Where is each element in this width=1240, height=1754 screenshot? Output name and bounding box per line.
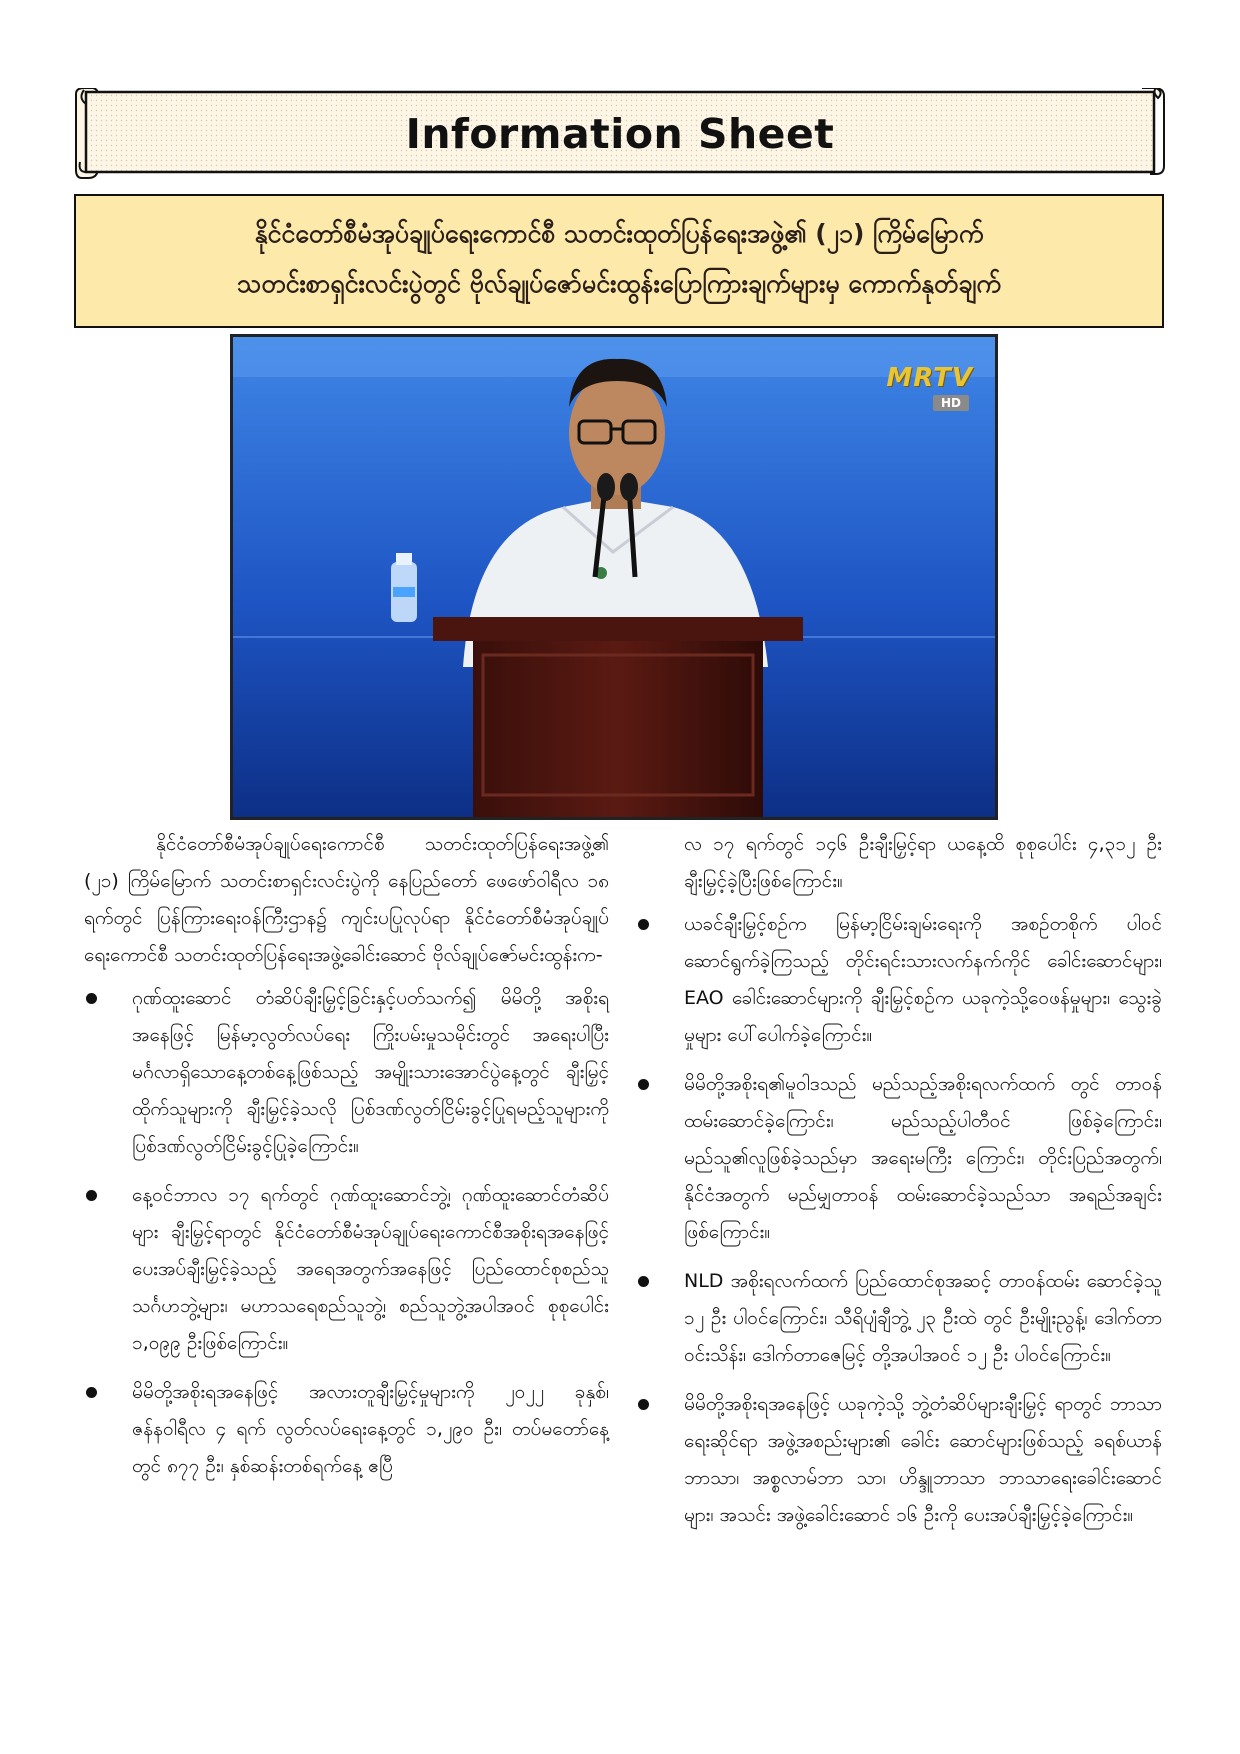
headline-line-1: နိုင်ငံတော်စီမံအုပ်ချုပ်ရေးကောင်စီ သတင်းထုတ်ပြန်ရေးအဖွဲ့၏ (၂၁) ကြိမ်မြောက်: [254, 219, 984, 248]
list-item-text: NLD အစိုးရလက်ထက် ပြည်ထောင်စုအဆင့် တာဝန်ထမ်း ဆောင်ခဲ့သူ ၁၂ ဦး ပါဝင်ကြောင်း၊ သီရိပျံချီဘွဲ့ ၂၃ ဦးထဲ တွင် ဦးမျိုးညွန့်၊ ဒေါက်တာဝင်းသိန်း၊ ဒေါက်တာဇေမြင့် တို့အပါအဝင် ၁၂ ဦး ပါဝင်ကြောင်း။: [684, 1270, 1162, 1366]
headline-box: [74, 194, 1164, 328]
title-banner: [74, 88, 1166, 180]
bullet-icon: [86, 1190, 97, 1201]
hd-badge: HD: [933, 395, 969, 411]
list-item-text: ယခင်ချီးမြှင့်စဉ်က မြန်မာ့ငြိမ်းချမ်းရေးကို အစဉ်တစိုက် ပါဝင်ဆောင်ရွက်ခဲ့ကြသည့် တိုင်းရင်းသားလက်နက်ကိုင် ခေါင်းဆောင်များ၊ EAO ခေါင်းဆောင်များကို ချီးမြှင့်စဉ်က ယခုကဲ့သို့ဝေဖန်မှုများ၊ သွေးခွဲမှုများ ပေါ်ပေါက်ခဲ့ကြောင်း။: [684, 913, 1162, 1046]
article-left-column: [84, 826, 609, 1497]
page-title: Information Sheet: [405, 110, 835, 158]
bullet-icon: [638, 1276, 649, 1287]
list-item: [636, 1386, 1162, 1534]
speaker-photo: [230, 334, 998, 820]
list-item: [636, 1263, 1162, 1374]
list-item-text: မိမိတို့အစိုးရ၏မူဝါဒသည် မည်သည့်အစိုးရလက်ထက် တွင် တာဝန်ထမ်းဆောင်ခဲ့ကြောင်း၊ မည်သည့်ပါတီဝင် ဖြစ်ခဲ့ကြောင်း၊ မည်သူ၏လူဖြစ်ခဲ့သည်မှာ အရေးမကြီး ကြောင်း၊ တိုင်းပြည်အတွက်၊ နိုင်ငံအတွက် မည်မျှတာဝန် ထမ်းဆောင်ခဲ့သည်သာ အရည်အချင်းဖြစ်ကြောင်း။: [684, 1073, 1162, 1243]
article-right-column: [636, 826, 1162, 1546]
right-bullet-list: [636, 906, 1162, 1534]
list-item: [84, 980, 609, 1165]
list-item: [636, 906, 1162, 1054]
bullet-icon: [638, 1399, 649, 1410]
list-item: [84, 1374, 609, 1485]
continuation-paragraph: လ ၁၇ ရက်တွင် ၁၄၆ ဦးချီးမြှင့်ရာ ယနေ့ထိ စုစုပေါင်း ၄,၃၁၂ ဦး ချီးမြှင့်ခဲ့ပြီးဖြစ်ကြောင်း။: [684, 833, 1162, 892]
bullet-icon: [86, 993, 97, 1004]
channel-logo: MRTV: [886, 363, 973, 393]
list-item-text: နေ့ဝင်ဘာလ ၁၇ ရက်တွင် ဂုဏ်ထူးဆောင်ဘွဲ့၊ ဂုဏ်ထူးဆောင်တံဆိပ်များ ချီးမြှင့်ရာတွင် နိုင်ငံတော်စီမံအုပ်ချုပ်ရေးကောင်စီအစိုးရအနေဖြင့် ပေးအပ်ချီးမြှင့်ခဲ့သည့် အရေအတွက်အနေဖြင့် ပြည်ထောင်စုစည်သူသင်္ဂဟဘွဲ့များ၊ မဟာသရေစည်သူဘွဲ့၊ စည်သူဘွဲ့အပါအဝင် စုစုပေါင်း ၁,၀၉၉ ဦးဖြစ်ကြောင်း။: [132, 1184, 609, 1354]
list-item: [84, 1177, 609, 1362]
bullet-icon: [638, 1079, 649, 1090]
list-item-text: ဂုဏ်ထူးဆောင် တံဆိပ်ချီးမြှင့်ခြင်းနှင့်ပတ်သက်၍ မိမိတို့ အစိုးရအနေဖြင့် မြန်မာ့လွတ်လပ်ရေး ကြိုးပမ်းမှုသမိုင်းတွင် အရေးပါပြီး မင်္ဂလာရှိသောနေ့တစ်နေ့ဖြစ်သည့် အမျိုးသားအောင်ပွဲနေ့တွင် ချီးမြှင့်ထိုက်သူများကို ချီးမြှင့်ခဲ့သလို ပြစ်ဒဏ်လွတ်ငြိမ်းခွင့်ပြုရမည့်သူများကို ပြစ်ဒဏ်လွတ်ငြိမ်းခွင့်ပြုခဲ့ကြောင်း။: [132, 987, 609, 1157]
list-item-text: မိမိတို့အစိုးရအနေဖြင့် အလားတူချီးမြှင့်မှုများကို ၂၀၂၂ ခုနှစ်၊ ဇန်နဝါရီလ ၄ ရက် လွတ်လပ်ရေးနေ့တွင် ၁,၂၉၀ ဦး၊ တပ်မတော်နေ့တွင် ၈၇၇ ဦး၊ နှစ်ဆန်းတစ်ရက်နေ့ ဧပြီ: [132, 1381, 609, 1477]
bullet-icon: [638, 919, 649, 930]
list-item-text: မိမိတို့အစိုးရအနေဖြင့် ယခုကဲ့သို့ ဘွဲ့တံဆိပ်များချီးမြှင့် ရာတွင် ဘာသာရေးဆိုင်ရာ အဖွဲ့အစည်းများ၏ ခေါင်း ဆောင်များဖြစ်သည့် ခရစ်ယာန်ဘာသာ၊ အစ္စလာမ်ဘာ သာ၊ ဟိန္ဒူဘာသာ ဘာသာရေးခေါင်းဆောင်များ၊ အသင်း အဖွဲ့ခေါင်းဆောင် ၁၆ ဦးကို ပေးအပ်ချီးမြှင့်ခဲ့ကြောင်း။: [684, 1393, 1162, 1526]
intro-paragraph: နိုင်ငံတော်စီမံအုပ်ချုပ်ရေးကောင်စီ သတင်းထုတ်ပြန်ရေးအဖွဲ့၏ (၂၁) ကြိမ်မြောက် သတင်းစာရှင်းလင်းပွဲကို နေပြည်တော် ဖေဖော်ဝါရီလ ၁၈ ရက်တွင် ပြန်ကြားရေးဝန်ကြီးဌာန၌ ကျင်းပပြုလုပ်ရာ နိုင်ငံတော်စီမံအုပ်ချုပ်ရေးကောင်စီ သတင်းထုတ်ပြန်ရေးအဖွဲ့ခေါင်းဆောင် ဗိုလ်ချုပ်ဇော်မင်းထွန်းက-: [84, 833, 609, 966]
list-item: [636, 1066, 1162, 1251]
headline-line-2: သတင်းစာရှင်းလင်းပွဲတွင် ဗိုလ်ချုပ်ဇော်မင်းထွန်းပြောကြားချက်များမှ ကောက်နုတ်ချက်: [237, 269, 1001, 298]
speaker-illustration: [233, 337, 995, 817]
bullet-icon: [86, 1387, 97, 1398]
left-bullet-list: [84, 980, 609, 1485]
